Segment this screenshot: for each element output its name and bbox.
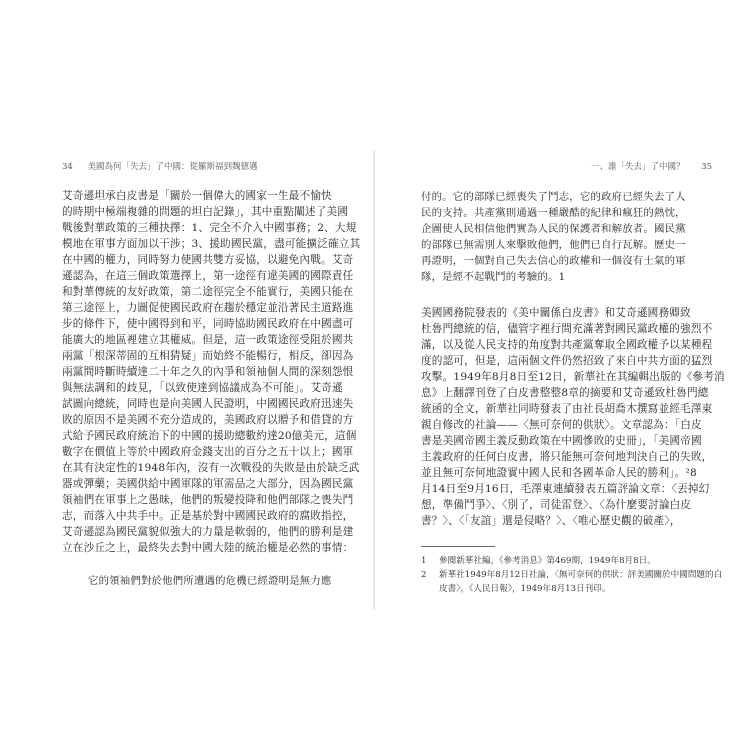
left-running-header [62, 160, 258, 172]
right-block-quote [421, 189, 686, 285]
body-line: 志，而落入中共手中。正是基於對中國國民政府的腐敗指控， [62, 510, 354, 522]
body-line: 試圖向總統，同時也是向美國人民證明，中國國民政府迅速失 [62, 398, 354, 410]
body-line: 統函的全文，新華社同時發表了由社長胡喬木撰寫並經毛澤東 [421, 403, 713, 415]
left-block-quote [88, 573, 334, 589]
quote-line: 隊，是經不起戰鬥的考驗的。1 [421, 271, 566, 283]
footnote-text [439, 568, 722, 596]
body-line: 兩黨間時斷時續達二十年之久的內爭和領袖個人間的深刻怨恨 [62, 366, 354, 378]
body-line: 器或彈藥；美國供給中國軍隊的軍需品之大部分，因為國民黨 [62, 478, 354, 490]
body-line: 在其有決定性的1948年內，沒有一次戰役的失敗是由於缺乏武 [62, 462, 360, 474]
right-running-header [591, 160, 712, 172]
right-body-text [421, 305, 725, 529]
body-line: 的時期中極端複雜的問題的坦白記錄」，其中重點闡述了美國 [62, 206, 349, 218]
body-line: 數字在價值上等於中國政府金錢支出的百分之五十以上；國軍 [62, 446, 354, 458]
body-line: 領袖們在軍事上之愚昧，他們的叛變投降和他們部隊之喪失鬥 [62, 494, 354, 506]
right-running-head: 一、誰「失去」了中國？ [590, 162, 685, 172]
footnote-number: 1 [421, 556, 427, 566]
body-line: 在中國的權力，同時努力使國共雙方妥協，以避免內戰。艾奇 [62, 254, 354, 266]
body-line: 和對華傳統的友好政策，第二途徑完全不能實行，美國只能在 [62, 286, 354, 298]
footnote-rule [421, 546, 495, 547]
quote-line: 再證明，一個對自己失去信心的政權和一個沒有士氣的軍 [421, 255, 686, 267]
body-line: 敗的原因不是美國不充分造成的，美國政府以贈予和借貸的方 [62, 414, 354, 426]
body-line: 兩黨「根深蒂固的互相猜疑」而始終不能暢行，相反，卻因為 [62, 350, 354, 362]
quote-line: 的部隊已無需別人來擊敗他們，他們已自行瓦解。歷史一 [421, 239, 686, 251]
body-line: 主義政府的任何白皮書，將只能無可奈何地判決自己的失敗， [421, 451, 713, 463]
body-line: 艾奇遜坦承白皮書是「關於一個偉大的國家一生最不愉快 [62, 190, 332, 202]
footnote-line: 參閱新華社編，《參考消息》第469期，1949年8月8日。 [439, 556, 656, 566]
quote-line: 付的。它的部隊已經喪失了鬥志，它的政府已經失去了人 [421, 191, 686, 203]
body-line: 滿，以及從人民支持的角度對共產黨奪取全國政權予以某種程 [421, 339, 713, 351]
quote-line: 民的支持。共產黨則通過一種嚴酷的紀律和瘋狂的熱忱， [421, 207, 686, 219]
right-page-number: 35 [701, 162, 712, 172]
body-line: 並且無可奈何地證實中國人民和各國革命人民的勝利」。²8 [421, 467, 697, 479]
body-line: 步的條件下，使中國得到和平，同時協助國民政府在中國盡可 [62, 318, 354, 330]
body-line: 第三途徑上，力圖促使國民政府在趨於穩定並沿著民主道路進 [62, 302, 354, 314]
left-body-text [62, 188, 361, 556]
body-line: 美國國務院發表的《美中關係白皮書》和艾奇遜國務卿致 [421, 307, 691, 319]
body-line: 杜魯門總統的信，儘管字裡行間充滿著對國民黨政權的強烈不 [421, 323, 713, 335]
right-page [375, 0, 750, 750]
body-line: 式給予國民政府統治下的中國的援助總數約達20億美元，這個 [62, 430, 357, 442]
body-line: 書？〉、〈「友誼」還是侵略？〉、〈唯心歷史觀的破產〉， [421, 515, 681, 527]
body-line: 立在沙丘之上，最終失去對中國大陸的統治權是必然的事情： [62, 542, 354, 554]
body-line: 攻擊。1949年8月8日至12日，新華社在其編輯出版的《參考消 [421, 371, 725, 383]
body-line: 想，準備鬥爭〉、〈別了，司徒雷登〉、〈為什麼要討論白皮 [421, 499, 692, 511]
footnote-number: 2 [421, 570, 427, 580]
left-running-head: 美國為何「失去」了中國：從羅斯福到魏德邁 [87, 162, 258, 172]
body-line: 度的認可，但是，這兩個文件仍然招致了來自中共方面的猛烈 [421, 355, 713, 367]
body-line: 能廣大的地區裡建立其權威。但是，這一政策途徑受阻於國共 [62, 334, 354, 346]
quote-line: 企圖使人民相信他們實為人民的保護者和解放者。國民黨 [421, 223, 686, 235]
footnote-line: 新華社1949年8月12日社論，〈無可奈何的供狀：評美國關於中國問題的白 [439, 570, 723, 580]
body-line: 與無法調和的歧見，「以致使達到協議成為不可能」。艾奇遜 [62, 382, 343, 394]
body-line: 艾奇遜認為國民黨貌似強大的力量是軟弱的，他們的勝利是建 [62, 526, 354, 538]
footnotes [421, 554, 723, 596]
body-line: 親自修改的社論——〈無可奈何的供狀〉。文章認為：「白皮 [421, 419, 702, 431]
body-line: 模地在軍事方面加以干涉；3、援助國民黨，盡可能擴泛確立其 [62, 238, 361, 250]
body-line: 月14日至9月16日，毛澤東連續發表五篇評論文章：〈丟掉幻 [421, 483, 710, 495]
footnote [421, 554, 689, 568]
body-line: 書是美國帝國主義反動政策在中國慘敗的史冊」，「美國帝國 [421, 435, 702, 447]
quote-line: 它的領袖們對於他們所遭遇的危機已經證明是無力應 [88, 575, 332, 587]
footnote-text [439, 554, 656, 568]
footnote [421, 568, 723, 596]
body-line: 遜認為，在這三個政策選擇上，第一途徑有違美國的國際責任 [62, 270, 354, 282]
footnote-line: 皮書〉，《人民日報》，1949年8月13日刊印。 [439, 584, 611, 594]
body-line: 戰後對華政策的三種抉擇：1、完全不介入中國事務；2、大規 [62, 222, 357, 234]
left-page-number: 34 [62, 162, 73, 172]
body-line: 息》上翻譯刊登了白皮書整整8章的摘要和艾奇遜致杜魯門總 [421, 387, 709, 399]
